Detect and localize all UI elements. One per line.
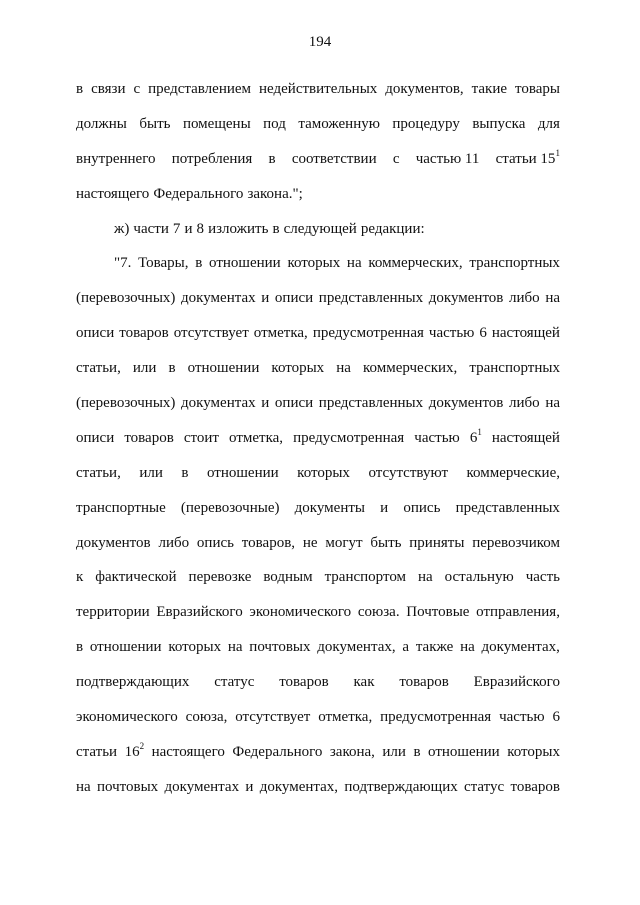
word: представленных	[318, 290, 424, 307]
word: Федерального	[232, 743, 323, 760]
text-line	[76, 491, 560, 526]
word: документах,	[317, 639, 396, 656]
word: Евразийского	[473, 674, 560, 691]
word: недействительных	[259, 81, 378, 97]
word: союза,	[185, 709, 228, 726]
word: отношении	[209, 255, 281, 272]
word: могут	[325, 534, 363, 551]
word: в	[181, 464, 189, 481]
word: на	[227, 639, 243, 656]
word: изложить	[208, 220, 269, 237]
word: в	[413, 743, 421, 760]
text-line	[76, 735, 560, 770]
word: редакции:	[360, 220, 425, 237]
text-line	[76, 212, 560, 247]
word: документов	[76, 534, 151, 551]
word: статьи $15^1$	[495, 147, 560, 167]
word: статус	[214, 674, 255, 691]
word: настоящего	[76, 185, 150, 202]
word: коммерческие,	[466, 464, 560, 481]
word: в	[272, 220, 280, 237]
word: документах	[181, 395, 256, 412]
word: Евразийского	[156, 604, 243, 621]
text-line	[76, 386, 560, 421]
word: Товары,	[138, 255, 189, 272]
word: на	[418, 569, 433, 586]
word: следующей	[283, 220, 357, 237]
word: территории	[76, 604, 150, 621]
word: представленных	[318, 395, 424, 412]
word: отсутствует	[173, 325, 249, 342]
word: таможенную	[298, 115, 380, 132]
word: частью 11	[415, 150, 480, 167]
word: либо	[509, 395, 540, 412]
text-line	[76, 770, 560, 805]
word: транспортом	[324, 569, 407, 586]
word: или	[139, 464, 163, 481]
word: документах,	[259, 778, 339, 795]
word: на	[336, 360, 351, 377]
word: которых	[297, 464, 350, 481]
word: транспортные	[76, 499, 166, 516]
word: на	[76, 778, 91, 795]
text-line	[76, 526, 560, 561]
word: подтверждающих	[344, 778, 458, 795]
word: описи	[274, 395, 314, 412]
word: которых	[287, 255, 341, 272]
word: в	[76, 81, 84, 97]
text-line	[76, 316, 560, 351]
word: также	[415, 639, 454, 656]
word: предусмотренная	[312, 325, 424, 342]
word: Почтовые	[406, 604, 470, 621]
word: документов,	[385, 81, 464, 97]
word: экономического	[76, 709, 178, 726]
word: и	[380, 499, 389, 516]
word: в	[268, 150, 276, 167]
word: к	[76, 569, 84, 586]
word: $6^1$	[469, 426, 482, 446]
word: на	[545, 395, 560, 412]
word: описи	[76, 429, 115, 446]
word: и	[245, 778, 254, 795]
word: почтовых	[249, 639, 311, 656]
word: 7	[172, 220, 181, 237]
word: выпуска	[472, 115, 526, 132]
word: настоящей	[491, 325, 560, 342]
word: отправления,	[476, 604, 560, 621]
word: $16^2$	[124, 740, 145, 760]
word: (перевозочные)	[180, 499, 280, 516]
word: (перевозочных)	[76, 290, 176, 307]
text-line	[76, 177, 560, 212]
word: почтовых	[96, 778, 159, 795]
word: быть	[370, 534, 402, 551]
text-line	[76, 665, 560, 700]
word: отметка,	[229, 429, 284, 446]
word: коммерческих,	[363, 360, 458, 377]
word: представлением	[148, 81, 252, 97]
word: товаров	[399, 674, 449, 691]
word: закона,	[329, 743, 375, 760]
word: опись	[196, 534, 234, 551]
word: опись	[403, 499, 441, 516]
word: связи	[91, 81, 126, 97]
word: под	[263, 115, 286, 132]
word: отсутствует	[235, 709, 311, 726]
text-line	[76, 595, 560, 630]
word: статьи	[76, 743, 118, 760]
word: либо	[509, 290, 540, 307]
word: быть	[139, 115, 171, 132]
word: товаров	[510, 778, 560, 795]
word: (перевозочных)	[76, 395, 176, 412]
word: приняты	[409, 534, 465, 551]
text-line	[76, 630, 560, 665]
word: для	[537, 115, 560, 132]
word: коммерческих,	[368, 255, 463, 272]
word: в	[76, 639, 84, 656]
word: товаров	[124, 429, 174, 446]
word: и	[261, 395, 270, 412]
text-line	[76, 107, 560, 142]
word: отношении	[187, 360, 260, 377]
word: статьи,	[76, 360, 121, 377]
word: на	[346, 255, 362, 272]
word: в	[168, 360, 176, 377]
word: которых	[507, 743, 560, 760]
word: в	[195, 255, 203, 272]
text-line	[76, 456, 560, 491]
word: с	[133, 81, 141, 97]
word: документов	[428, 290, 504, 307]
page-number: 194	[308, 34, 332, 50]
word: помещены	[182, 115, 251, 132]
word: потребления	[171, 150, 253, 167]
word: части	[133, 220, 169, 237]
word: отношении	[89, 639, 162, 656]
text-line	[76, 700, 560, 735]
word: которых	[271, 360, 325, 377]
word: с	[392, 150, 400, 167]
word: остальную	[444, 569, 514, 586]
word: "7.	[114, 255, 132, 272]
word: описи	[274, 290, 314, 307]
word: отметка,	[318, 709, 373, 726]
word: товаров,	[241, 534, 296, 551]
word: должны	[76, 115, 127, 132]
word: транспортных	[469, 255, 560, 272]
word: товаров	[279, 674, 329, 691]
word: стоит	[183, 429, 219, 446]
word: либо	[158, 534, 190, 551]
word: транспортных	[469, 360, 560, 377]
text-line	[76, 351, 560, 386]
word: 6	[552, 709, 560, 726]
word: документов	[428, 395, 504, 412]
word: 6	[479, 325, 487, 342]
word: часть	[525, 569, 560, 586]
word: а	[402, 639, 410, 656]
superscript: 2	[139, 740, 145, 751]
word: на	[460, 639, 475, 656]
word: отношении	[428, 743, 500, 760]
word: отсутствуют	[368, 464, 449, 481]
word: подтверждающих	[76, 674, 190, 691]
word: настоящего	[151, 743, 225, 760]
word: настоящей	[491, 429, 560, 446]
word: представленных	[455, 499, 560, 516]
word: частью	[414, 429, 460, 446]
word: или	[132, 360, 157, 377]
word: процедуру	[392, 115, 460, 132]
word: на	[545, 290, 560, 307]
word: товаров	[119, 325, 169, 342]
text-line	[76, 142, 560, 177]
word: документах	[164, 778, 240, 795]
word: которых	[168, 639, 222, 656]
word: не	[302, 534, 318, 551]
word: товары	[515, 81, 560, 97]
text-line	[76, 72, 560, 107]
word: отношении	[206, 464, 279, 481]
word: статьи,	[76, 464, 121, 481]
text-line	[76, 281, 560, 316]
word: отметка,	[253, 325, 308, 342]
word: внутреннего	[76, 150, 156, 167]
text-line	[76, 560, 560, 595]
word: или	[382, 743, 406, 760]
superscript: 1	[477, 426, 482, 437]
word: перевозке	[188, 569, 252, 586]
text-line	[76, 421, 560, 456]
word: такие	[471, 81, 508, 97]
word: экономического	[249, 604, 352, 621]
word: перевозчиком	[472, 534, 560, 551]
word: водным	[263, 569, 313, 586]
word: документах,	[481, 639, 560, 656]
word: предусмотренная	[380, 709, 492, 726]
word: документы	[294, 499, 365, 516]
word: описи	[76, 325, 115, 342]
word: частью	[428, 325, 475, 342]
word: фактической	[95, 569, 177, 586]
word: документах	[181, 290, 256, 307]
text-line	[76, 246, 560, 281]
word: закона.";	[247, 185, 303, 202]
word: как	[353, 674, 375, 691]
word: частью	[499, 709, 545, 726]
word: статус	[464, 778, 505, 795]
word: и	[261, 290, 270, 307]
word: союза.	[357, 604, 400, 621]
superscript: 1	[555, 147, 560, 158]
word: предусмотренная	[293, 429, 405, 446]
word: ж)	[114, 220, 130, 237]
word: соответствии	[291, 150, 377, 167]
word: 8	[196, 220, 205, 237]
document-body	[76, 72, 560, 805]
word: и	[184, 220, 193, 237]
word: Федерального	[153, 185, 244, 202]
